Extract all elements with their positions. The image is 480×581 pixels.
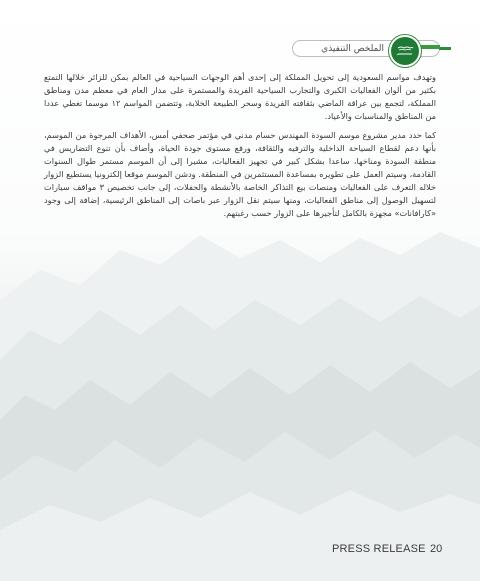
paragraph-2: كما حدد مدير مشروع موسم السودة المهندس حسام مدني في مؤتمر صحفي أمس، الأهداف المرجوة من الموسم، بأنها دعم لقطاع السياحة الداخلية والترفيه والثقافة، ورفع مستوى جودة الحياة، وأضاف بأن تنوع التضاريس في منطقة السودة ومناخها، ساعدا بشكل كبير في تجهيز الفعاليات، مشيرا إلى أن الموسم مستمر طوال السنوات القادمة، وسيتم العمل على تطويره بمساعدة المستثمرين في المنطقة. ودشن الموسم موقعا إلكترونيا يستطيع الزوار خلاله التعرف على الفعاليات ومنصات بيع التذاكر الخاصة بالأنشطة والحفلات، إلى جانب تخصيص ٣ مواقف سيارات لتسهيل الوصول إلى مناطق الفعاليات، ومنها سيتم نقل الزوار عبر باصات إلى المناطق الرئيسية، إضافة إلى وجود «كارافانات» مجهزة بالكامل لتأجيرها على الزوار حسب رغبتهم. xyxy=(44,130,436,218)
header-accent-bar xyxy=(418,45,440,49)
saudi-flag-icon xyxy=(389,35,421,67)
section-title: الملخص التنفيذي xyxy=(321,44,384,54)
footer-label: PRESS RELEASE xyxy=(332,543,426,555)
page-number: 20 xyxy=(430,543,443,555)
paragraph-1: وتهدف مواسم السعودية إلى تحويل المملكة إلى إحدى أهم الوجهات السياحية في العالم بمكن للزائر خلالها التمتع بكثير من ألوان الفعاليات الكبرى والتجارب السياحية الفريدة والمستمرة على مدار العام في معظم مدن ومناطق المملكة، لتجمع بين عراقة الماضي بثقافته الفريدة وسحر الطبيعة الخلابة، وتتضمن المواسم ١٢ موسما تغطي عددا من المناطق والمناسبات والأعياد. xyxy=(44,72,437,121)
flag-emblem-icon xyxy=(393,39,417,63)
article-body xyxy=(44,71,436,226)
